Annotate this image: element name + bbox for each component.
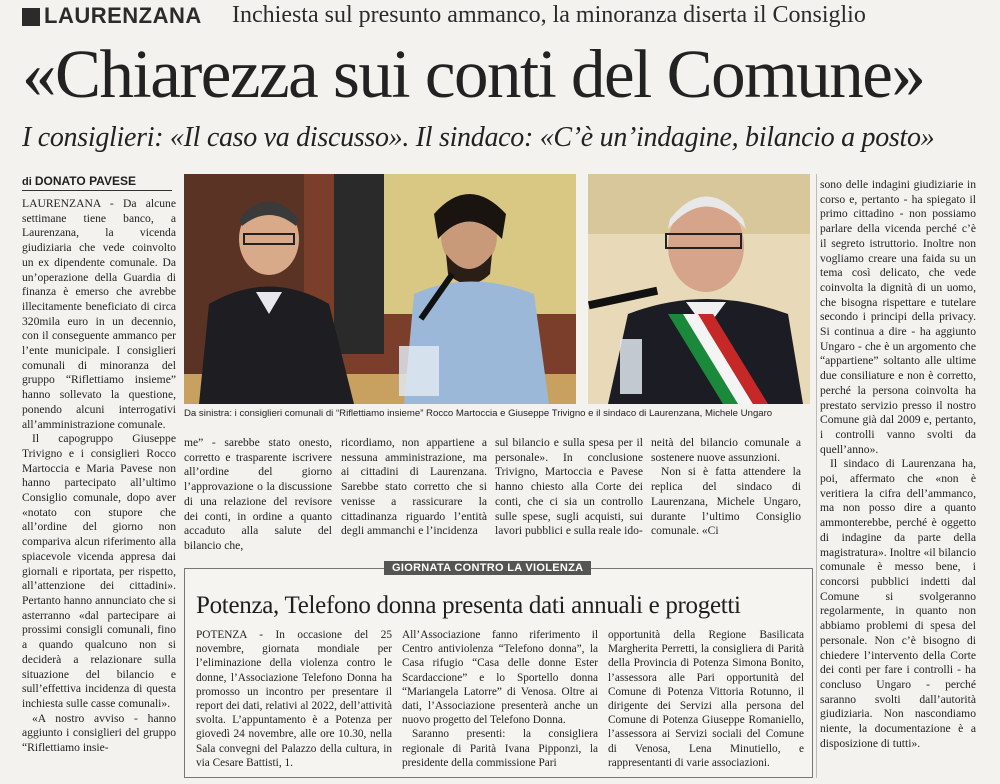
photo-mayor-image <box>588 174 810 404</box>
article-paragraph: ricordiamo, non appartiene a nessuna amministrazione, ma ai cittadini di Laurenzana. Sarebbe stato corretto che si venisse a rassicurare la cittadinanza riguardo l’entità degli ammanchi e l’incidenza <box>341 436 487 538</box>
article-paragraph: sono delle indagini giudiziarie in corso e, pertanto - ha spiegato il primo cittadino - non possiamo parlare della vicenda perché c’è il segreto istruttorio. Inoltre non vogliamo creare una faida su un tema così delicato, che vede coinvolta la dignità di un uomo, che bisogna rispettare e tutelare secondo i principi della privacy. Si continua a dire - ha aggiunto Ungaro - che è un argomento che “appartiene” soltanto alle ultime due consiliature e non è corretto, perché la persona coinvolta ha prestato servizio presso il nostro Comune già dal 2009 e, pertanto, i controlli vanno svolti da quell’anno». <box>820 178 976 456</box>
photo-caption: Da sinistra: i consiglieri comunali di “Riflettiamo insieme” Rocco Martoccia e Giuseppe Trivigno e il sindaco di Laurenzana, Michele Ungaro <box>184 408 773 419</box>
box-tag: GIORNATA CONTRO LA VIOLENZA <box>384 561 591 575</box>
article-column-b <box>184 436 332 554</box>
article-column-e <box>651 436 801 539</box>
subheadline: I consiglieri: «Il caso va discusso». Il sindaco: «C’è un’indagine, bilancio a posto» <box>22 122 935 153</box>
section-label: LAURENZANA <box>44 3 202 28</box>
article-paragraph: LAURENZANA - Da alcune settimane tiene banco, a Laurenzana, la vicenda giudiziaria che vede coinvolto un ex dipendente comunale. Da un’operazione della Guardia di finanza è emerso che avrebbe illecitamente beneficiato di circa 320mila euro in un decennio, con il conseguente ammanco per l’ente municipale. I consiglieri comunali di minoranza del gruppo “Riflettiamo insieme” hanno sollevato la questione, ponendo alcuni interrogativi all’amministrazione comunale. <box>22 197 176 431</box>
box-paragraph: All’Associazione fanno riferimento il Centro antiviolenza “Telefono donna”, la Casa rifugio “Casa delle donne Ester Scardaccione” e lo Sportello donna “Mariangela Latorre” di Venosa. Oltre ai dati, l’Associazione presenterà anche un nuovo progetto del Telefono Donna. <box>402 629 598 727</box>
article-column-left <box>22 197 176 756</box>
article-paragraph: «A nostro avviso - hanno aggiunto i consiglieri del gruppo “Riflettiamo insie- <box>22 711 176 755</box>
box-paragraph: Saranno presenti: la consigliera regionale di Parità Ivana Pipponzi, la presidente della commissione Pari <box>402 728 598 769</box>
box-paragraph: POTENZA - In occasione del 25 novembre, giornata mondiale per l’eliminazione della violenza contro le donne, l’Associazione Telefono Donna ha promosso un incontro per presentare il report dei dati, relativi al 2022, dell’attività svolta. L’appuntamento è a Potenza per giovedì 24 novembre, alle ore 10.30, nella Sala convegni del Palazzo della cultura, in via Cesare Battisti, 1. <box>196 629 392 769</box>
article-column-d <box>495 436 643 539</box>
article-paragraph: me” - sarebbe stato onesto, corretto e trasparente iscrivere all’ordine del giorno l’approvazione o la discussione di una relazione del revisore dei conti, in ordine a quanto accaduto alla salute del bilancio che, <box>184 436 332 552</box>
box-column-2 <box>402 628 598 770</box>
box-paragraph: opportunità della Regione Basilicata Margherita Perretti, la consigliera di Parità della Provincia di Potenza Simona Bonito, l’assessora alle Pari opportunità del Comune di Potenza Vittoria Rotunno, il dirigente dei Servizi alla persona del Comune di Potenza Giuseppe Romaniello, l’assessora ai Servizi sociali del Comune di Venosa, Lena Minutiello, e rappresentanti di varie associazioni. <box>608 629 804 769</box>
article-paragraph: Non si è fatta attendere la replica del sindaco di Laurenzana, Michele Ungaro, durante l’ultimo Consiglio comunale. «Ci <box>651 465 801 538</box>
byline-author: DONATO PAVESE <box>34 174 136 188</box>
article-column-c <box>341 436 487 539</box>
article-paragraph: neità del bilancio comunale a sostenere nuove assunzioni. <box>651 436 801 464</box>
byline <box>22 174 172 191</box>
byline-prefix: di <box>22 176 32 188</box>
article-paragraph: Il capogruppo Giuseppe Trivigno e i consiglieri Rocco Martoccia e Maria Pavese non hanno partecipato all’ultimo Consiglio comunale, dopo aver «notato con stupore che all’ordine del giorno non compariva alcun riferimento alla spiacevole vicenda appresa dai giornali e riportata, per rispetto, all’attenzione dei cittadini». Pertanto hanno annunciato che si asterranno «dal partecipare ai prossimi consigli comunali, fino a quando qualcuno non si deciderà a relazionare sulla situazione del bilancio e sull’effettiva incidenza di questa inchiesta sulle casse comunali». <box>22 432 176 710</box>
article-paragraph: Il sindaco di Laurenzana ha, poi, affermato che «non è veritiera la cifra dell’ammanco, ma non posso dire a quanto ammonterebbe, perché è oggetto di indagine da parte della magistratura». Inoltre «il bilancio comunale è messo bene, i concorsi pubblici indetti dal Comune si svolgeranno regolarmente, in quanto non abbiamo problemi di spesa del personale. Non c’è bisogno di chiedere l’intervento della Corte dei conti per fare i controlli - ha concluso Ungaro - perché saranno svolti dall’autorità giudiziaria. Non nascondiamo niente, la documentazione è a disposizione di tutti». <box>820 457 976 750</box>
photo-councillors <box>184 174 576 404</box>
box-column-3 <box>608 628 804 770</box>
photo-councillors-image <box>184 174 576 404</box>
column-divider <box>816 174 817 778</box>
photo-mayor <box>588 174 810 404</box>
headline: «Chiarezza sui conti del Comune» <box>22 36 925 112</box>
article-column-right <box>820 178 976 751</box>
section-marker <box>22 8 40 26</box>
box-column-1 <box>196 628 392 770</box>
box-title: Potenza, Telefono donna presenta dati annuali e progetti <box>196 592 741 619</box>
kicker: Inchiesta sul presunto ammanco, la minoranza diserta il Consiglio <box>232 2 866 28</box>
article-paragraph: sul bilancio e sulla spesa per il personale». In conclusione Trivigno, Martoccia e Pavese hanno chiesto alla Corte dei conti, che ci sia un controllo sulle spese, sugli acquisti, sui lavori pubblici e sulla reale ido- <box>495 436 643 538</box>
